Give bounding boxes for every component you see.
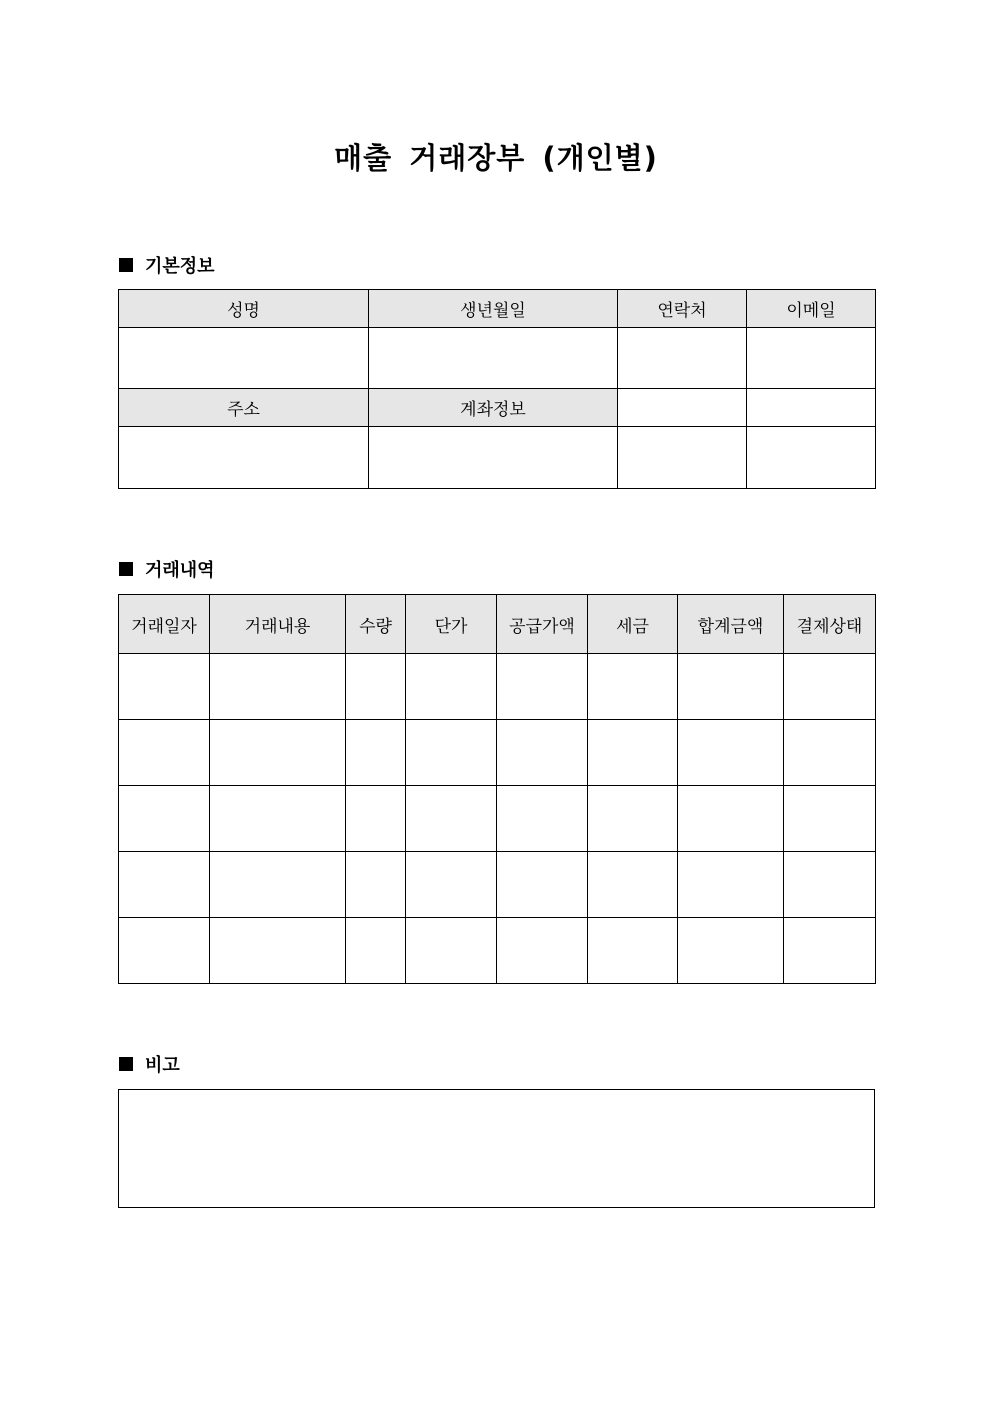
- document-title: 매출 거래장부 (개인별): [334, 141, 658, 175]
- black-square-icon: [119, 258, 133, 272]
- email-field[interactable]: [747, 328, 876, 389]
- date-cell[interactable]: [119, 720, 210, 786]
- birthdate-label: 생년월일: [369, 290, 618, 328]
- total-cell[interactable]: [678, 786, 784, 852]
- black-square-icon: [119, 1057, 133, 1071]
- tax-cell[interactable]: [588, 654, 678, 720]
- basic-info-table: [118, 289, 876, 489]
- quantity-cell[interactable]: [346, 918, 406, 984]
- blank-cell: [618, 427, 747, 489]
- transactions-heading: [119, 558, 215, 580]
- total-cell[interactable]: [678, 654, 784, 720]
- address-field[interactable]: [119, 427, 369, 489]
- tax-cell[interactable]: [588, 786, 678, 852]
- date-cell[interactable]: [119, 918, 210, 984]
- blank-cell: [747, 427, 876, 489]
- name-field[interactable]: [119, 328, 369, 389]
- column-header-description: 거래내용: [210, 595, 346, 654]
- payment-status-cell[interactable]: [784, 786, 876, 852]
- total-cell[interactable]: [678, 720, 784, 786]
- description-cell[interactable]: [210, 918, 346, 984]
- supply-value-cell[interactable]: [497, 786, 588, 852]
- table-row: [119, 720, 876, 786]
- remarks-field[interactable]: [118, 1089, 875, 1208]
- total-cell[interactable]: [678, 852, 784, 918]
- date-cell[interactable]: [119, 654, 210, 720]
- remarks-heading-label: 비고: [145, 1055, 180, 1076]
- tax-cell[interactable]: [588, 918, 678, 984]
- table-row: [119, 786, 876, 852]
- quantity-cell[interactable]: [346, 720, 406, 786]
- supply-value-cell[interactable]: [497, 918, 588, 984]
- total-cell[interactable]: [678, 918, 784, 984]
- birthdate-field[interactable]: [369, 328, 618, 389]
- column-header-date: 거래일자: [119, 595, 210, 654]
- payment-status-cell[interactable]: [784, 720, 876, 786]
- blank-cell: [747, 389, 876, 427]
- blank-cell: [618, 389, 747, 427]
- address-label: 주소: [119, 389, 369, 427]
- unit-price-cell[interactable]: [406, 654, 497, 720]
- basic-info-heading: [119, 254, 215, 276]
- column-header-payment-status: 결제상태: [784, 595, 876, 654]
- quantity-cell[interactable]: [346, 786, 406, 852]
- table-row: [119, 654, 876, 720]
- date-cell[interactable]: [119, 786, 210, 852]
- description-cell[interactable]: [210, 852, 346, 918]
- date-cell[interactable]: [119, 852, 210, 918]
- tax-cell[interactable]: [588, 852, 678, 918]
- column-header-quantity: 수량: [346, 595, 406, 654]
- quantity-cell[interactable]: [346, 852, 406, 918]
- payment-status-cell[interactable]: [784, 918, 876, 984]
- description-cell[interactable]: [210, 786, 346, 852]
- payment-status-cell[interactable]: [784, 654, 876, 720]
- name-label: 성명: [119, 290, 369, 328]
- unit-price-cell[interactable]: [406, 786, 497, 852]
- unit-price-cell[interactable]: [406, 720, 497, 786]
- transactions-heading-label: 거래내역: [145, 560, 215, 581]
- basic-info-heading-label: 기본정보: [145, 256, 215, 277]
- column-header-supply-value: 공급가액: [497, 595, 588, 654]
- description-cell[interactable]: [210, 654, 346, 720]
- quantity-cell[interactable]: [346, 654, 406, 720]
- account-field[interactable]: [369, 427, 618, 489]
- supply-value-cell[interactable]: [497, 654, 588, 720]
- table-row: [119, 852, 876, 918]
- remarks-heading: [119, 1053, 180, 1075]
- email-label: 이메일: [747, 290, 876, 328]
- tax-cell[interactable]: [588, 720, 678, 786]
- unit-price-cell[interactable]: [406, 918, 497, 984]
- contact-label: 연락처: [618, 290, 747, 328]
- column-header-tax: 세금: [588, 595, 678, 654]
- transactions-table: [118, 594, 876, 984]
- supply-value-cell[interactable]: [497, 720, 588, 786]
- account-label: 계좌정보: [369, 389, 618, 427]
- unit-price-cell[interactable]: [406, 852, 497, 918]
- table-row: [119, 918, 876, 984]
- black-square-icon: [119, 562, 133, 576]
- column-header-unit-price: 단가: [406, 595, 497, 654]
- column-header-total: 합계금액: [678, 595, 784, 654]
- contact-field[interactable]: [618, 328, 747, 389]
- description-cell[interactable]: [210, 720, 346, 786]
- payment-status-cell[interactable]: [784, 852, 876, 918]
- supply-value-cell[interactable]: [497, 852, 588, 918]
